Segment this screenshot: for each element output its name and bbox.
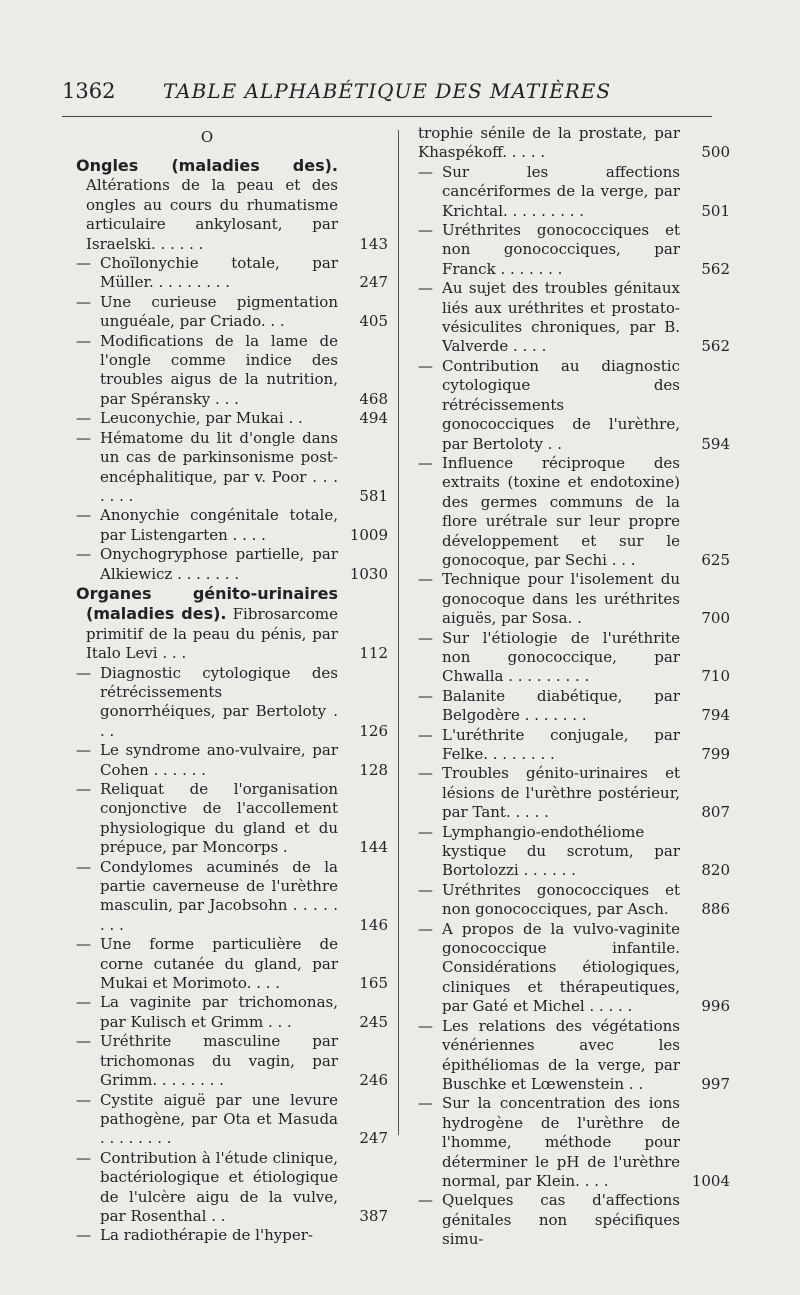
entry-dash: — (76, 292, 91, 311)
entry-page-number: 126 (359, 721, 388, 740)
entry-page-number: 625 (701, 550, 730, 569)
entry-text: La vaginite par trichomonas, par Kulisch et Grimm . . . (100, 993, 338, 1031)
index-entry (76, 545, 388, 584)
index-entry (76, 331, 388, 410)
index-entry (76, 857, 388, 936)
entry-text: Diagnostic cytologique des rétrécissements gonorrhéiques, par Bertoloty . . . (100, 663, 338, 740)
entry-dash: — (76, 663, 91, 682)
entry-text: Uréthrites gonococciques et non gonococciques, par Franck . . . . . . . (442, 221, 680, 278)
entry-text: Anonychie congénitale totale, par Listengarten . . . . (100, 506, 338, 544)
entry-text: La radiothérapie de l'hyper- (100, 1226, 313, 1245)
entry-dash: — (76, 741, 91, 760)
entry-page-number: 247 (359, 1129, 388, 1148)
entry-page-number: 246 (359, 1071, 388, 1090)
page-number: 1362 (62, 79, 116, 103)
entry-text: Cystite aiguë par une levure pathogène, par Ota et Masuda . . . . . . . . (100, 1090, 338, 1148)
entry-page-number: 1004 (691, 1171, 730, 1190)
entry-text: Lymphangio-endothéliome kystique du scrotum, par Bortolozzi . . . . . . (442, 822, 680, 880)
entry-page-number: 494 (359, 409, 388, 428)
entry-page-number: 387 (359, 1206, 388, 1225)
index-entry (418, 356, 730, 454)
entry-dash: — (76, 254, 91, 273)
index-entry (418, 919, 730, 1017)
entry-dash: — (76, 428, 91, 447)
entry-dash: — (76, 331, 91, 350)
entry-page-number: 807 (701, 803, 730, 822)
entry-heading: Organes génito-urinaires (maladies des). (76, 583, 338, 624)
entry-text: Au sujet des troubles génitaux liés aux uréthrites et prostato-vésiculites chroniques, par B. Valverde . . . . (442, 279, 680, 356)
index-entry (76, 741, 388, 780)
entry-text: Uréthrites gonococciques et non gonococciques, par Asch. (442, 880, 680, 919)
entry-dash: — (418, 686, 433, 705)
entry-page-number: 1030 (349, 564, 388, 583)
index-entry (76, 428, 388, 507)
entry-page-number: 581 (359, 486, 388, 505)
entry-text: Technique pour l'isolement du gonocoque dans les uréthrites aiguës, par Sosa. . (442, 570, 680, 628)
index-entry (76, 1148, 388, 1227)
entry-page-number: 820 (701, 861, 730, 880)
entry-dash: — (418, 453, 433, 472)
entry-dash: — (418, 628, 433, 647)
entry-dash: — (76, 993, 91, 1012)
index-entry (418, 453, 730, 570)
entry-page-number: 468 (359, 389, 388, 408)
entry-dash: — (418, 919, 433, 938)
index-entry (418, 1094, 730, 1191)
entry-dash: — (418, 764, 433, 783)
entry-text: L'uréthrite conjugale, par Felke. . . . . . . . (442, 725, 680, 763)
entry-dash: — (418, 356, 433, 375)
entry-page-number: 501 (701, 201, 730, 220)
entry-dash: — (76, 935, 91, 954)
entry-dash: — (418, 221, 433, 240)
entry-text: Une curieuse pigmentation unguéale, par Criado. . . (100, 292, 338, 331)
index-entry (76, 1090, 388, 1149)
entry-page-number: 996 (701, 997, 730, 1016)
entry-text: Contribution à l'étude clinique, bactériologique et étiologique de l'ulcère aigu de la vulve, par Rosenthal . . (100, 1148, 338, 1225)
index-entry (418, 1016, 730, 1095)
entry-dash: — (418, 1191, 433, 1210)
entry-text: Hématome du lit d'ongle dans un cas de parkinsonisme post-encéphalitique, par v. Poor . . . . . . . (100, 428, 338, 505)
entry-heading: Ongles (maladies des). (76, 156, 338, 175)
entry-dash: — (418, 279, 433, 298)
entry-text: Onychogryphose partielle, par Alkiewicz . . . . . . . (100, 545, 338, 583)
index-entry (418, 221, 730, 279)
index-entry (418, 570, 730, 628)
right-column (418, 124, 730, 1250)
entry-dash: — (418, 880, 433, 899)
entry-text: Fibrosarcome primitif de la peau du pénis, par Italo Levi . . . (86, 605, 338, 663)
entry-text: Reliquat de l'organisation conjonctive de l'accollement physiologique du gland et du prépuce, par Moncorps . (100, 780, 338, 857)
entry-text: Uréthrite masculine par trichomonas du vagin, par Grimm. . . . . . . . (100, 1032, 338, 1090)
entry-dash: — (76, 506, 91, 525)
entry-text: Troubles génito-urinaires et lésions de l'urèthre postérieur, par Tant. . . . . (442, 764, 680, 822)
section-letter: O (200, 128, 214, 146)
entry-dash: — (418, 1016, 433, 1035)
entry-dash: — (76, 1090, 91, 1109)
entry-dash: — (76, 409, 91, 428)
entry-text: Modifications de la lame de l'ongle comme indice des troubles aigus de la nutrition, par Spéransky . . . (100, 331, 338, 408)
index-entry (418, 124, 730, 163)
index-entry (76, 780, 388, 858)
entry-dash: — (76, 780, 91, 798)
index-entry (418, 764, 730, 822)
entry-text: Le syndrome ano-vulvaire, par Cohen . . . . . . (100, 741, 338, 779)
index-entry (418, 725, 730, 765)
index-entry (76, 993, 388, 1032)
index-entry (76, 254, 388, 293)
index-entry (418, 686, 730, 726)
index-entry (76, 156, 388, 254)
entry-page-number: 405 (359, 312, 388, 331)
index-entry (76, 663, 388, 742)
entry-page-number: 143 (359, 234, 388, 253)
header-rule (62, 116, 712, 117)
index-entry (418, 822, 730, 881)
entry-dash: — (418, 725, 433, 744)
entry-page-number: 594 (701, 434, 730, 453)
entry-page-number: 799 (701, 745, 730, 763)
index-entry (76, 935, 388, 993)
entry-page-number: 997 (701, 1074, 730, 1093)
index-entry (418, 1191, 680, 1249)
entry-page-number: 794 (701, 706, 730, 725)
entry-text: Une forme particulière de corne cutanée du gland, par Mukai et Morimoto. . . . (100, 935, 338, 993)
entry-dash: — (76, 1032, 91, 1051)
running-header (62, 79, 712, 105)
entry-text: trophie sénile de la prostate, par Khaspékoff. . . . . (418, 124, 680, 162)
entry-page-number: 500 (701, 143, 730, 162)
entry-dash: — (418, 822, 433, 841)
entry-text: Leuconychie, par Mukai . . (100, 409, 303, 428)
entry-page-number: 700 (701, 609, 730, 628)
index-entry (76, 292, 388, 332)
entry-page-number: 112 (359, 644, 388, 663)
running-title: TABLE ALPHABÉTIQUE DES MATIÈRES (162, 79, 612, 103)
entry-page-number: 710 (701, 667, 730, 686)
entry-page-number: 247 (359, 273, 388, 292)
index-entry (76, 1226, 338, 1245)
index-entry (76, 1032, 388, 1090)
entry-text: Influence réciproque des extraits (toxine et endotoxine) des germes communs de la flore urétrale sur leur propre développement et sur le gonocoque, par Sechi . . . (442, 453, 680, 569)
index-entry (418, 162, 730, 221)
entry-text: Sur les affections cancériformes de la verge, par Krichtal. . . . . . . . . (442, 162, 680, 220)
entry-dash: — (418, 162, 433, 181)
entry-page-number: 886 (701, 900, 730, 919)
entry-page-number: 562 (701, 259, 730, 278)
entry-page-number: 1009 (349, 525, 388, 544)
entry-dash: — (76, 1148, 91, 1167)
entry-text: Sur l'étiologie de l'uréthrite non gonococcique, par Chwalla . . . . . . . . . (442, 628, 680, 686)
entry-dash: — (418, 1094, 433, 1113)
index-entry (418, 628, 730, 687)
index-entry (418, 880, 730, 920)
entry-text: Contribution au diagnostic cytologique des rétrécissements gonococciques de l'urèthre, par Bertoloty . . (442, 356, 680, 453)
entry-text: Altérations de la peau et des ongles au cours du rhumatisme articulaire ankylosant, par Israelski. . . . . . (86, 176, 338, 253)
index-entry (76, 583, 388, 664)
entry-page-number: 144 (359, 838, 388, 857)
entry-text: A propos de la vulvo-vaginite gonococcique infantile. Considérations étiologiques, cliniques et thérapeutiques, par Gaté et Michel . . . . . (442, 919, 680, 1016)
entry-dash: — (76, 857, 91, 876)
entry-page-number: 165 (359, 974, 388, 993)
entry-dash: — (418, 570, 433, 589)
left-column (76, 124, 388, 1246)
entry-dash: — (76, 545, 91, 564)
entry-page-number: 128 (359, 760, 388, 779)
entry-text: Balanite diabétique, par Belgodère . . . . . . . (442, 686, 680, 725)
entry-text: Condylomes acuminés de la partie caverneuse de l'urèthre masculin, par Jacobsohn . . . . . . . . (100, 857, 338, 934)
entry-page-number: 245 (359, 1012, 388, 1031)
entry-text: Les relations des végétations vénériennes avec les épithéliomas de la verge, par Buschke et Lœwenstein . . (442, 1016, 680, 1093)
index-entry (76, 409, 388, 428)
entry-dash: — (76, 1226, 91, 1245)
entry-page-number: 146 (359, 915, 388, 934)
entry-page-number: 562 (701, 337, 730, 356)
column-divider (398, 130, 399, 1135)
index-entry (418, 279, 730, 357)
index-entry (76, 506, 388, 545)
entry-text: Sur la concentration des ions hydrogène de l'urèthre de l'homme, méthode pour déterminer le pH de l'urèthre normal, par Klein. . . . (442, 1094, 680, 1190)
entry-text: Choïlonychie totale, par Müller. . . . . . . . . (100, 254, 338, 292)
entry-text: Quelques cas d'affections génitales non spécifiques simu- (442, 1191, 680, 1249)
